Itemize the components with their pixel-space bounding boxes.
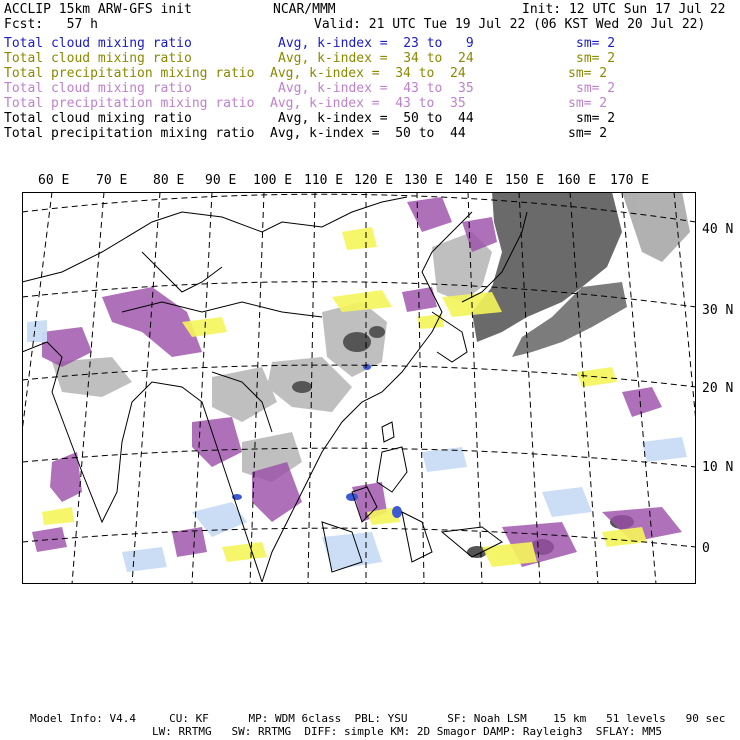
lon-label-60e: 60 E (38, 173, 70, 188)
legend-avg-2: Avg, k-index = 34 to 24 (278, 51, 474, 66)
lon-label-170e: 170 E (610, 173, 650, 188)
lon-label-130e: 130 E (404, 173, 444, 188)
lon-label-140e: 140 E (454, 173, 494, 188)
lon-label-150e: 150 E (505, 173, 545, 188)
legend-field-1: Total cloud mixing ratio (4, 36, 192, 51)
init-time: Init: 12 UTC Sun 17 Jul 22 (522, 2, 726, 17)
legend-avg-1: Avg, k-index = 23 to 9 (278, 36, 474, 51)
legend-avg-7: Avg, k-index = 50 to 44 (270, 126, 466, 141)
model-title: ACCLIP 15km ARW-GFS init (4, 2, 192, 17)
legend-sm-3: sm= 2 (568, 66, 608, 81)
legend-avg-3: Avg, k-index = 34 to 24 (270, 66, 466, 81)
legend-avg-4: Avg, k-index = 43 to 35 (278, 81, 474, 96)
lon-label-70e: 70 E (96, 173, 128, 188)
lon-label-100e: 100 E (253, 173, 293, 188)
legend-field-7: Total precipitation mixing ratio (4, 126, 255, 141)
lat-label-0: 0 (702, 541, 710, 556)
lon-label-160e: 160 E (557, 173, 597, 188)
lat-label-40n: 40 N (702, 222, 734, 237)
valid-time: Valid: 21 UTC Tue 19 Jul 22 (06 KST Wed 20 Jul 22) (314, 17, 706, 32)
legend-sm-6: sm= 2 (576, 111, 616, 126)
lon-label-110e: 110 E (304, 173, 344, 188)
legend-field-5: Total precipitation mixing ratio (4, 96, 255, 111)
legend-avg-5: Avg, k-index = 43 to 35 (270, 96, 466, 111)
legend-avg-6: Avg, k-index = 50 to 44 (278, 111, 474, 126)
legend-field-3: Total precipitation mixing ratio (4, 66, 255, 81)
legend-sm-7: sm= 2 (568, 126, 608, 141)
model-info-line2: LW: RRTMG SW: RRTMG DIFF: simple KM: 2D Smagor DAMP: Rayleigh3 SFLAY: MM5 (152, 725, 662, 738)
lat-label-30n: 30 N (702, 303, 734, 318)
forecast-hour: Fcst: 57 h (4, 17, 98, 32)
legend-sm-5: sm= 2 (568, 96, 608, 111)
legend-field-4: Total cloud mixing ratio (4, 81, 192, 96)
legend-sm-1: sm= 2 (576, 36, 616, 51)
legend-sm-2: sm= 2 (576, 51, 616, 66)
model-info-line1: Model Info: V4.4 CU: KF MP: WDM 6class PBL: YSU SF: Noah LSM 15 km 51 levels 90 sec (30, 712, 726, 725)
org-label: NCAR/MMM (273, 2, 336, 17)
lon-label-120e: 120 E (354, 173, 394, 188)
lat-label-20n: 20 N (702, 381, 734, 396)
legend-sm-4: sm= 2 (576, 81, 616, 96)
legend-field-6: Total cloud mixing ratio (4, 111, 192, 126)
lat-label-10n: 10 N (702, 460, 734, 475)
cloud-mixing-ratio-map (22, 192, 696, 584)
lon-label-90e: 90 E (205, 173, 237, 188)
lon-label-80e: 80 E (153, 173, 185, 188)
legend-field-2: Total cloud mixing ratio (4, 51, 192, 66)
